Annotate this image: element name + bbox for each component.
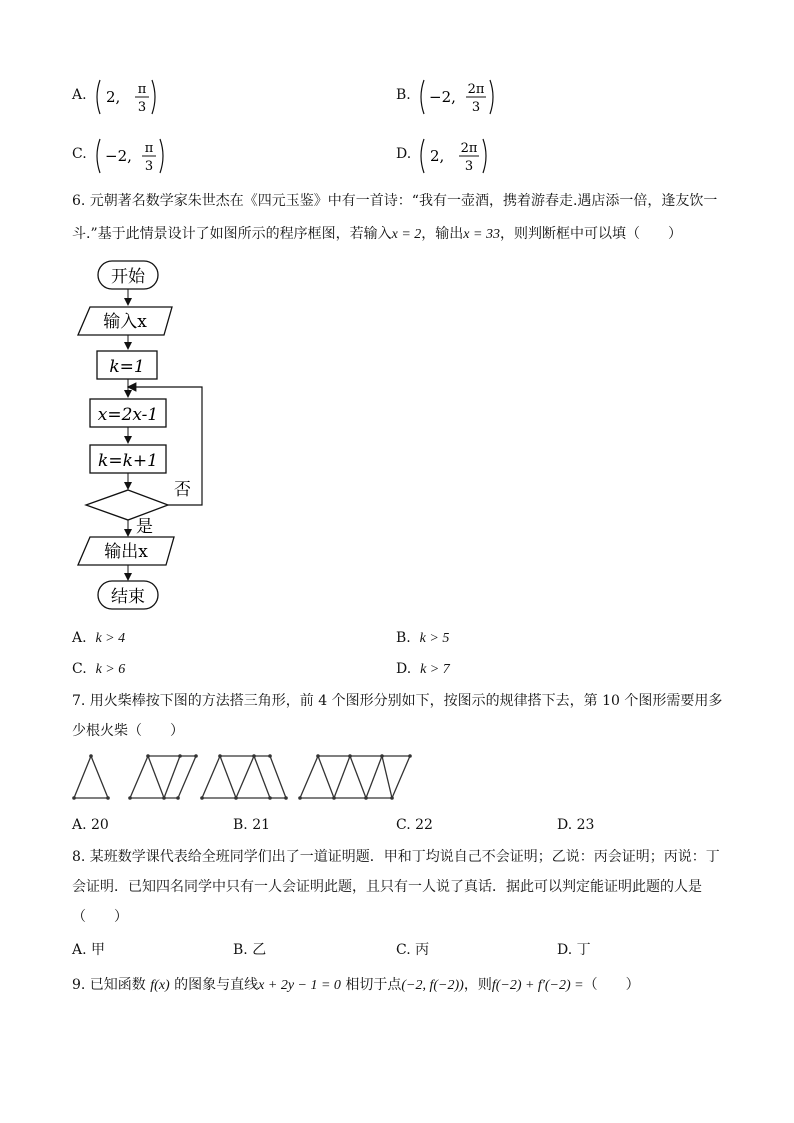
q6-line1: 6. 元朝著名数学家朱世杰在《四元玉鉴》中有一首诗：“我有一壶酒，携着游春走.遇店添一倍，逢友饮一 xyxy=(72,193,718,209)
svg-text:k=1: k=1 xyxy=(109,357,145,377)
q9-line: 9. 已知函数 f(x) 的图象与直线x + 2y − 1 = 0 相切于点(−2, f(−2))，则f(−2) + f′(−2) =（ ） xyxy=(72,977,640,993)
svg-text:3: 3 xyxy=(144,159,154,174)
svg-text:−2,: −2, xyxy=(429,88,456,106)
q6-option-b: B. k > 5 xyxy=(396,630,450,646)
q7-option-a: A. 20 xyxy=(72,817,109,833)
svg-text:开始: 开始 xyxy=(111,267,145,287)
svg-text:2π: 2π xyxy=(460,141,478,156)
q6-option-a: A. k > 4 xyxy=(72,630,126,646)
svg-text:π: π xyxy=(137,82,147,97)
svg-text:2,: 2, xyxy=(430,147,445,165)
svg-text:输出x: 输出x xyxy=(104,542,148,562)
matchstick-figure-1 xyxy=(74,756,108,798)
svg-text:π: π xyxy=(144,141,154,156)
q5-option-a-math xyxy=(94,78,174,116)
svg-text:2,: 2, xyxy=(106,88,121,106)
q5-option-c-math xyxy=(94,137,184,175)
q8-option-a: A. 甲 xyxy=(72,942,106,958)
matchstick-figure-2 xyxy=(130,756,196,798)
svg-text:3: 3 xyxy=(137,100,147,115)
q5-option-b-math xyxy=(418,78,508,116)
svg-text:是: 是 xyxy=(136,517,153,537)
q8-option-c: C. 丙 xyxy=(396,942,430,958)
q8-option-d: D. 丁 xyxy=(557,942,591,958)
matchstick-figure-4 xyxy=(300,756,410,798)
svg-text:2π: 2π xyxy=(467,82,485,97)
q6-option-c: C. k > 6 xyxy=(72,661,126,677)
q7-matchstick-figures xyxy=(70,752,420,804)
q6-flowchart xyxy=(70,255,220,615)
q7-option-b: B. 21 xyxy=(233,817,271,833)
q7-option-d: D. 23 xyxy=(557,817,595,833)
svg-text:3: 3 xyxy=(471,100,481,115)
svg-text:输入x: 输入x xyxy=(103,312,147,332)
q7-option-c: C. 22 xyxy=(396,817,433,833)
svg-text:k=k+1: k=k+1 xyxy=(98,451,158,471)
q8-line3: （ ） xyxy=(72,909,128,925)
flow-decision xyxy=(86,490,168,520)
matchstick-figure-3 xyxy=(202,756,286,798)
q8-option-b: B. 乙 xyxy=(233,942,267,958)
svg-text:3: 3 xyxy=(464,159,474,174)
svg-text:结束: 结束 xyxy=(111,587,145,607)
q8-line2: 会证明．已知四名同学中只有一人会证明此题，且只有一人说了真话．据此可以判定能证明此题的人是 xyxy=(72,879,702,895)
q8-line1: 8. 某班数学课代表给全班同学们出了一道证明题．甲和丁均说自己不会证明；乙说：丙会证明；丙说：丁 xyxy=(72,849,720,865)
q5-option-d-math xyxy=(418,137,508,175)
q6-option-d: D. k > 7 xyxy=(396,661,450,677)
q7-line2: 少根火柴（ ） xyxy=(72,723,184,739)
q6-line2: 斗.”基于此情景设计了如图所示的程序框图，若输入x = 2，输出x = 33，则判断框中可以填（ ） xyxy=(72,226,682,242)
svg-text:−2,: −2, xyxy=(105,147,132,165)
svg-text:x=2x-1: x=2x-1 xyxy=(97,405,159,425)
q7-line1: 7. 用火柴棒按下图的方法搭三角形，前 4 个图形分别如下，按图示的规律搭下去，第 10 个图形需要用多 xyxy=(72,693,723,709)
svg-text:否: 否 xyxy=(174,480,191,500)
